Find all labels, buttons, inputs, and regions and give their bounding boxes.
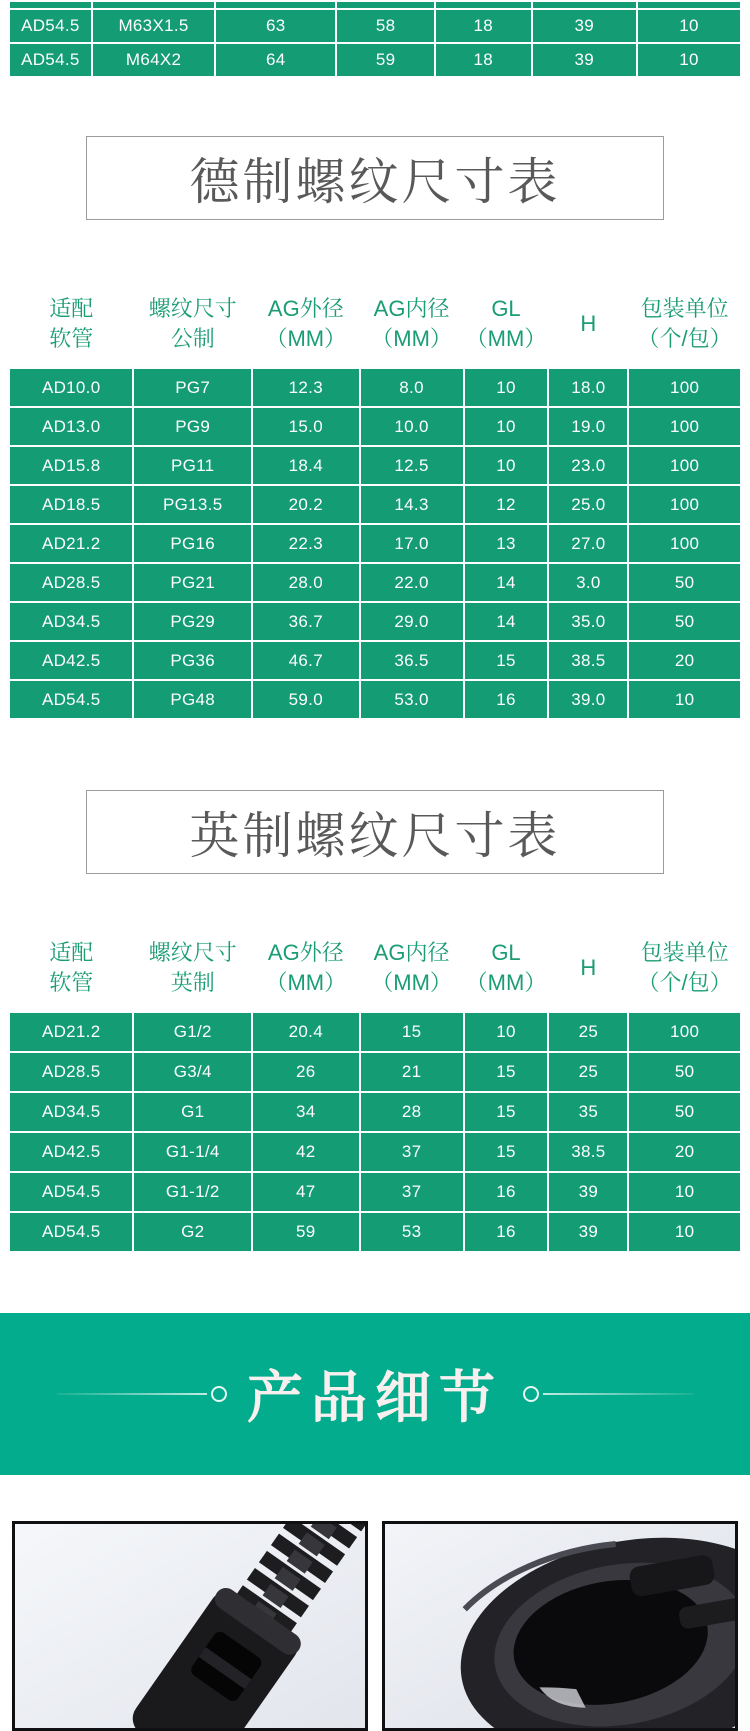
table-cell: 21 [360,1052,464,1092]
table-cell: 27.0 [548,524,628,563]
table-cell: 39 [532,43,637,77]
table-cell: 3.0 [548,563,628,602]
table-cell: 20.4 [252,1012,360,1052]
banner-left-circle-icon [211,1386,227,1402]
table-cell: 36.5 [360,641,464,680]
table-cell: 100 [628,1012,741,1052]
detail-photos-row [0,1521,750,1731]
table-cell: 16 [464,1172,549,1212]
imperial-section-title-text: 英制螺纹尺寸表 [189,808,561,864]
column-header: AG外径 [267,939,344,965]
table-cell: 16 [464,680,549,719]
table-cell: AD34.5 [9,602,133,641]
table-cell: 10 [628,1172,741,1212]
table-cell: 23.0 [548,446,628,485]
table-cell: 50 [628,1092,741,1132]
table-cell: AD54.5 [9,1212,133,1252]
column-header: AG外径 [267,295,344,321]
table-cell: 53.0 [360,680,464,719]
table-cell: 63 [215,9,336,43]
table-header: 适配 软管 螺纹尺寸 公制 AG外径 （MM） AG内径 （MM） GL （MM） H 包装单位 （个/包） [9,286,741,368]
table-cell: 59 [252,1212,360,1252]
table-cell: 17.0 [360,524,464,563]
photo-conduit-with-fitting [12,1521,368,1731]
photo-fitting-opening [382,1521,738,1731]
table-cell: 100 [628,524,741,563]
fitting-opening-illustration [385,1524,735,1728]
table-cell: 12.3 [252,368,360,407]
table-cell: 59.0 [252,680,360,719]
table-cell: 47 [252,1172,360,1212]
table-cell: 18.0 [548,368,628,407]
table-cell: 10.0 [360,407,464,446]
table-cell: AD54.5 [9,43,92,77]
table-row [9,1092,741,1132]
table-row [9,680,741,719]
metric-thread-table-overflow [8,0,742,78]
table-cell: 37 [360,1172,464,1212]
table-cell: 35 [548,1092,628,1132]
table-cell: G1/2 [133,1012,252,1052]
table-cell: 20 [628,641,741,680]
table-cell: AD54.5 [9,680,133,719]
table-cell: 14.3 [360,485,464,524]
table-cell: 18.4 [252,446,360,485]
table-cell: PG36 [133,641,252,680]
table-row [9,524,741,563]
column-header: AG内径 [373,295,450,321]
table-cell: 13 [464,524,549,563]
table-cell: 28 [360,1092,464,1132]
table-cell: 50 [628,1052,741,1092]
table-cell: 22.0 [360,563,464,602]
table-cell: 10 [637,43,741,77]
table-body [9,1012,741,1252]
table-cell: 39 [548,1172,628,1212]
table-cell: 100 [628,446,741,485]
table-cell: 15.0 [252,407,360,446]
table-cell: 22.3 [252,524,360,563]
table-cell: PG16 [133,524,252,563]
table-cell: 42 [252,1132,360,1172]
table-cell: 10 [464,407,549,446]
table-cell: 16 [464,1212,549,1252]
table-cell: G1-1/4 [133,1132,252,1172]
table-cell: PG11 [133,446,252,485]
table-cell: 35.0 [548,602,628,641]
column-header: H [580,310,597,336]
table-cell: 18 [435,9,532,43]
banner-title: 产品细节 [247,1366,503,1429]
column-header: 包装单位 [640,939,729,965]
table-cell: M64X2 [92,43,216,77]
table-cell: 64 [215,43,336,77]
column-header: 螺纹尺寸 [148,939,237,965]
column-header: H [580,954,597,980]
table-cell: PG7 [133,368,252,407]
table-cell: 53 [360,1212,464,1252]
table-cell: PG21 [133,563,252,602]
table-cell: 25 [548,1012,628,1052]
banner-right-line [543,1393,693,1395]
table-cell: 10 [464,446,549,485]
table-cell: 15 [464,1132,549,1172]
table-cell: AD21.2 [9,524,133,563]
table-cell: 26 [252,1052,360,1092]
table-cell: 39 [548,1212,628,1252]
table-cell: 18 [435,43,532,77]
column-header: 适配 [49,939,94,965]
table-cell: AD18.5 [9,485,133,524]
table-row [9,407,741,446]
table-cell: AD28.5 [9,1052,133,1092]
table-cell: 20 [628,1132,741,1172]
table-cell: 28.0 [252,563,360,602]
table-cell: AD42.5 [9,1132,133,1172]
table-cell: 39 [532,9,637,43]
imperial-size-table [8,930,742,1253]
clipped-table-row [9,1,741,9]
table-cell: 37 [360,1132,464,1172]
table-cell: 36.7 [252,602,360,641]
banner-right-circle-icon [523,1386,539,1402]
table-row [9,602,741,641]
table-cell: AD13.0 [9,407,133,446]
table-cell: 20.2 [252,485,360,524]
table-cell: 15 [464,1092,549,1132]
column-header: GL [491,939,521,965]
table-cell: 100 [628,485,741,524]
table-row [9,9,741,43]
table-cell: 10 [637,9,741,43]
table-cell: PG13.5 [133,485,252,524]
table-row [9,1052,741,1092]
column-header: 包装单位 [640,295,729,321]
table-cell: 59 [336,43,435,77]
column-header: 适配 [49,295,94,321]
table-cell: 10 [464,1012,549,1052]
table-row [9,485,741,524]
table-cell: AD10.0 [9,368,133,407]
table-cell: 50 [628,563,741,602]
table-cell: 29.0 [360,602,464,641]
table-cell: 14 [464,602,549,641]
table-cell: 25 [548,1052,628,1092]
table-row [9,446,741,485]
column-header: 螺纹尺寸 [148,295,237,321]
table-cell: AD54.5 [9,9,92,43]
table-cell: 100 [628,368,741,407]
table-cell: 100 [628,407,741,446]
table-cell: G1-1/2 [133,1172,252,1212]
table-body [9,368,741,719]
table-cell: AD34.5 [9,1092,133,1132]
table-row [9,1012,741,1052]
table-cell: 46.7 [252,641,360,680]
table-cell: 8.0 [360,368,464,407]
product-details-banner [0,1313,750,1475]
table-cell: PG9 [133,407,252,446]
table-cell: G3/4 [133,1052,252,1092]
table-cell: 39.0 [548,680,628,719]
table-cell: 25.0 [548,485,628,524]
table-cell: 15 [464,1052,549,1092]
table-header: 适配 软管 螺纹尺寸 英制 AG外径 （MM） AG内径 （MM） GL （MM） H 包装单位 （个/包） [9,930,741,1012]
table-row [9,641,741,680]
table-cell: G1 [133,1092,252,1132]
table-cell: PG48 [133,680,252,719]
table-cell: G2 [133,1212,252,1252]
table-cell: PG29 [133,602,252,641]
table-row [9,563,741,602]
table-cell: 58 [336,9,435,43]
table-row [9,1212,741,1252]
table-cell: 15 [464,641,549,680]
table-cell: 50 [628,602,741,641]
column-header: AG内径 [373,939,450,965]
table-cell: AD42.5 [9,641,133,680]
table-cell: 10 [628,680,741,719]
table-row [9,43,741,77]
metric-section-title-text: 德制螺纹尺寸表 [189,154,561,210]
banner-left-line [57,1393,207,1395]
table-cell: 10 [628,1212,741,1252]
table-cell: 34 [252,1092,360,1132]
metric-size-table [8,286,742,720]
table-cell: AD54.5 [9,1172,133,1212]
conduit-fitting-illustration [15,1524,365,1728]
table-cell: 15 [360,1012,464,1052]
table-cell: AD15.8 [9,446,133,485]
table-cell: AD28.5 [9,563,133,602]
table-cell: 38.5 [548,1132,628,1172]
table-row [9,1172,741,1212]
table-body [9,1,741,77]
table-cell: 12 [464,485,549,524]
table-cell: 10 [464,368,549,407]
table-cell: 38.5 [548,641,628,680]
table-cell: 14 [464,563,549,602]
metric-section-title [86,136,664,220]
table-row [9,1132,741,1172]
table-cell: AD21.2 [9,1012,133,1052]
table-cell: M63X1.5 [92,9,216,43]
table-cell: 19.0 [548,407,628,446]
column-header: GL [491,295,521,321]
table-row [9,368,741,407]
table-cell: 12.5 [360,446,464,485]
imperial-section-title [86,790,664,874]
